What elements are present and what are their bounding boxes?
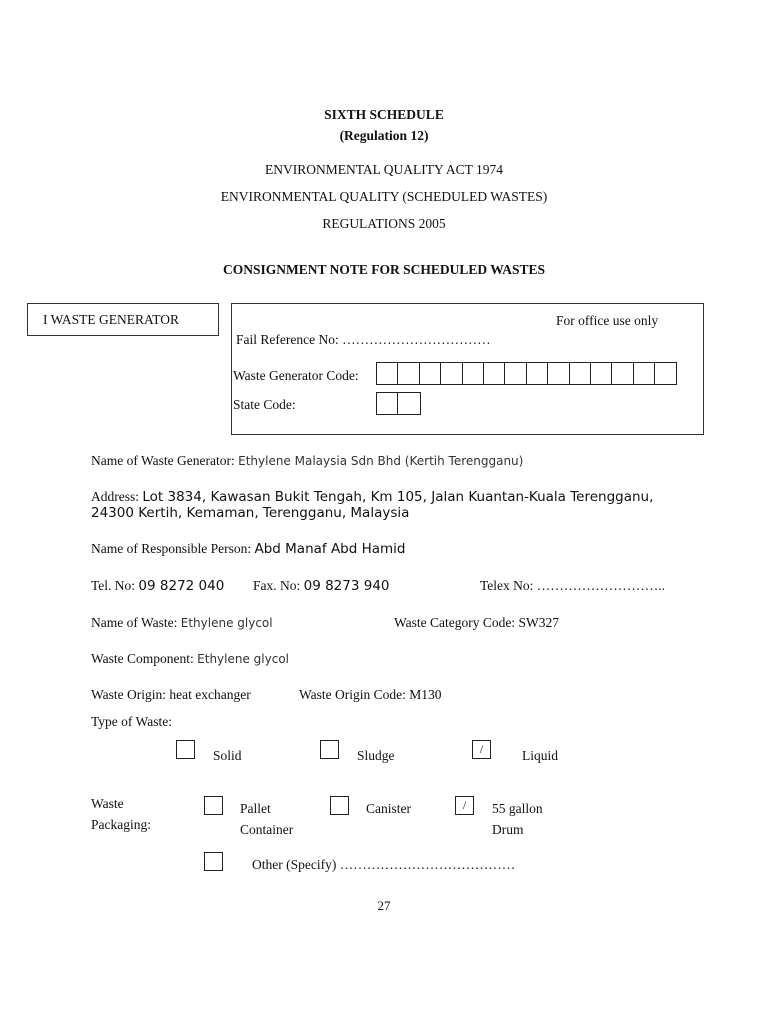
- state-code-label: State Code:: [233, 397, 296, 412]
- generator-code-cell[interactable]: [655, 363, 676, 384]
- generator-name-label: Name of Waste Generator:: [91, 453, 235, 468]
- generator-code-cell[interactable]: [527, 363, 548, 384]
- tel-label: Tel. No:: [91, 578, 136, 593]
- responsible-value[interactable]: Abd Manaf Abd Hamid: [254, 541, 406, 557]
- address-label: Address:: [91, 489, 139, 504]
- generator-code-cell[interactable]: [634, 363, 655, 384]
- fail-reference-label: Fail Reference No: ……………………………: [236, 332, 491, 347]
- pallet-label-line-2: Container: [240, 822, 294, 837]
- packaging-label-line-1: Waste: [91, 796, 124, 811]
- generator-code-cell[interactable]: [570, 363, 591, 384]
- other-checkbox[interactable]: [204, 852, 223, 871]
- other-dots[interactable]: …………………………………: [339, 857, 516, 872]
- generator-name-row: [91, 453, 523, 469]
- origin-code-row: [299, 687, 442, 703]
- fail-reference-dots[interactable]: ……………………………: [342, 332, 491, 347]
- waste-generator-section-box: [27, 303, 219, 336]
- regulations-line-1: ENVIRONMENTAL QUALITY (SCHEDULED WASTES): [220, 189, 548, 204]
- waste-name-row: [91, 615, 273, 631]
- liquid-label: Liquid: [522, 748, 558, 763]
- responsible-label: Name of Responsible Person:: [91, 541, 252, 556]
- origin-label: Waste Origin:: [91, 687, 167, 702]
- drum-label-line-1: 55 gallon: [492, 801, 543, 816]
- sludge-label: Sludge: [357, 748, 395, 763]
- generator-code-cell[interactable]: [612, 363, 633, 384]
- component-row: [91, 651, 289, 667]
- tel-value[interactable]: 09 8272 040: [138, 578, 225, 594]
- canister-label: Canister: [366, 801, 411, 816]
- origin-value[interactable]: heat exchanger: [169, 687, 251, 702]
- generator-code-cell[interactable]: [441, 363, 462, 384]
- state-code-cell[interactable]: [377, 393, 398, 414]
- category-row: [394, 615, 559, 631]
- generator-code-cells[interactable]: [376, 362, 677, 385]
- pallet-container-checkbox[interactable]: [204, 796, 223, 815]
- generator-code-label: Waste Generator Code:: [233, 368, 359, 383]
- schedule-title: SIXTH SCHEDULE: [324, 107, 444, 122]
- category-value[interactable]: SW327: [518, 615, 560, 630]
- office-use-label: For office use only: [556, 313, 659, 328]
- consignment-note-title: CONSIGNMENT NOTE FOR SCHEDULED WASTES: [222, 262, 546, 277]
- other-row: [252, 857, 515, 873]
- generator-code-cell[interactable]: [398, 363, 419, 384]
- tel-row: [91, 578, 224, 594]
- generator-code-cell[interactable]: [591, 363, 612, 384]
- generator-code-cell[interactable]: [463, 363, 484, 384]
- pallet-label-line-1: Pallet: [240, 801, 271, 816]
- waste-name-value[interactable]: Ethylene glycol: [180, 616, 273, 630]
- telex-label: Telex No:: [480, 578, 534, 593]
- generator-name-value[interactable]: Ethylene Malaysia Sdn Bhd (Kertih Terengganu): [238, 454, 524, 468]
- liquid-checkbox[interactable]: /: [472, 740, 491, 759]
- waste-name-label: Name of Waste:: [91, 615, 178, 630]
- sludge-checkbox[interactable]: [320, 740, 339, 759]
- generator-code-cell[interactable]: [377, 363, 398, 384]
- office-use-box: [231, 303, 704, 435]
- origin-row: [91, 687, 251, 703]
- address-line-1[interactable]: Lot 3834, Kawasan Bukit Tengah, Km 105, Jalan Kuantan-Kuala Terengganu,: [142, 489, 654, 505]
- telex-row: [480, 578, 665, 594]
- origin-code-value[interactable]: M130: [409, 687, 442, 702]
- solid-checkbox[interactable]: [176, 740, 195, 759]
- origin-code-label: Waste Origin Code:: [299, 687, 406, 702]
- responsible-row: [91, 541, 406, 557]
- telex-dots[interactable]: ………………………..: [536, 578, 666, 593]
- regulation-ref: (Regulation 12): [339, 128, 429, 143]
- generator-code-cell[interactable]: [548, 363, 569, 384]
- state-code-cells[interactable]: [376, 392, 421, 415]
- regulations-line-2: REGULATIONS 2005: [322, 216, 446, 231]
- fax-label: Fax. No:: [253, 578, 301, 593]
- drum-label-line-2: Drum: [492, 822, 524, 837]
- generator-code-cell[interactable]: [484, 363, 505, 384]
- waste-generator-section-label: I WASTE GENERATOR: [43, 312, 180, 327]
- page-number: 27: [377, 898, 391, 913]
- state-code-cell[interactable]: [398, 393, 419, 414]
- generator-code-cell[interactable]: [505, 363, 526, 384]
- address-row: [91, 489, 653, 505]
- address-line-2[interactable]: 24300 Kertih, Kemaman, Terengganu, Malaysia: [91, 505, 410, 521]
- other-label: Other (Specify): [252, 857, 337, 872]
- solid-label: Solid: [213, 748, 242, 763]
- packaging-label-line-2: Packaging:: [91, 817, 151, 832]
- component-label: Waste Component:: [91, 651, 194, 666]
- category-label: Waste Category Code:: [394, 615, 516, 630]
- canister-checkbox[interactable]: [330, 796, 349, 815]
- act-title: ENVIRONMENTAL QUALITY ACT 1974: [264, 162, 504, 177]
- component-value[interactable]: Ethylene glycol: [197, 652, 289, 666]
- generator-code-cell[interactable]: [420, 363, 441, 384]
- drum-checkbox[interactable]: /: [455, 796, 474, 815]
- type-of-waste-label: Type of Waste:: [91, 714, 172, 729]
- fax-value[interactable]: 09 8273 940: [303, 578, 390, 594]
- fax-row: [253, 578, 390, 594]
